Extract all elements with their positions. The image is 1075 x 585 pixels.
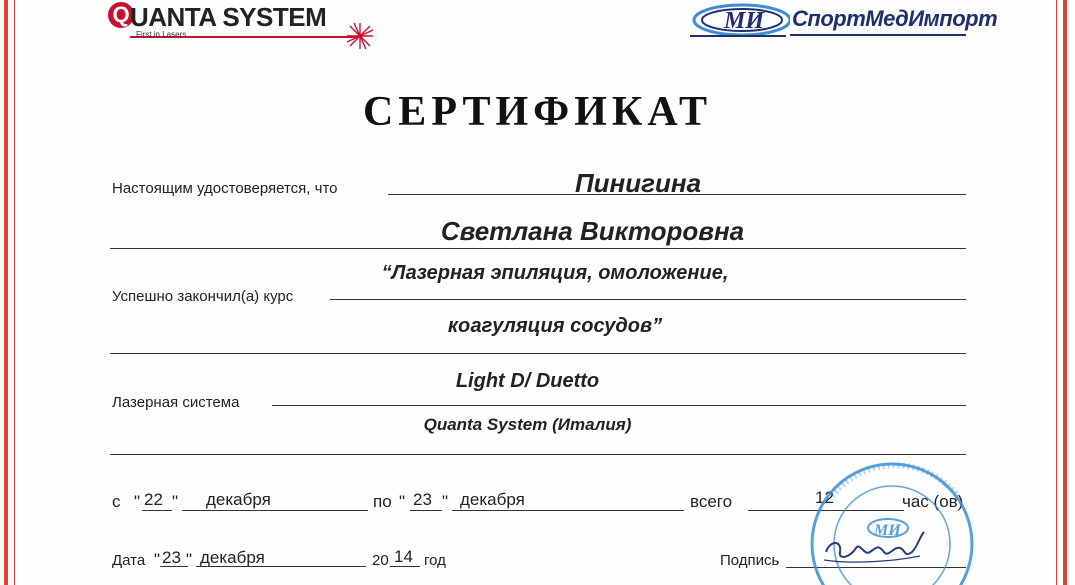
certify-label: Настоящим удостоверяется, что [112, 180, 338, 197]
from-quote-open: " [134, 492, 141, 511]
from-day-underline [142, 510, 172, 511]
date-day-underline [160, 566, 188, 567]
to-quote-open: " [399, 492, 406, 511]
quanta-system-logo [108, 0, 378, 50]
signature-scribble [820, 522, 930, 572]
date-quote-close: " [186, 550, 193, 569]
from-month-underline [182, 510, 368, 511]
surname-value: Пинигина [574, 168, 702, 198]
date-quote-open: " [154, 550, 161, 569]
to-day-underline [410, 510, 442, 511]
course-line-2: коагуляция сосудов” [447, 315, 663, 337]
date-year-value: 14 [394, 547, 413, 566]
logo-right-brand-text: СпортМедИмпорт [792, 6, 998, 31]
system-underline-1 [272, 405, 966, 406]
system-label: Лазерная система [112, 394, 240, 411]
given-names-value: Светлана Викторовна [440, 216, 745, 246]
course-underline-2 [110, 353, 966, 354]
date-month-value: декабря [200, 548, 265, 567]
logo-tagline: First in Lasers [136, 30, 187, 39]
to-day-value: 23 [413, 490, 432, 509]
to-month-value: декабря [460, 490, 525, 509]
logo-q-mark: Q [108, 2, 134, 28]
date-year-prefix: 20 [372, 552, 389, 569]
certificate-title: СЕРТИФИКАТ [362, 89, 713, 135]
hours-label: час (ов) [902, 492, 964, 511]
mi-swirl-icon [686, 0, 790, 44]
course-line-1: “Лазерная эпиляция, омоложение, [381, 262, 729, 284]
svg-text:МИ: МИ [874, 522, 901, 539]
svg-text:МИ: МИ [724, 8, 765, 34]
logo-brand-text: UANTA SYSTEM [130, 2, 327, 32]
sportmedimport-logo [686, 0, 998, 44]
from-quote-close: " [172, 492, 179, 511]
logo-right-underline [790, 34, 966, 36]
to-quote-close: " [442, 492, 449, 511]
signature-label: Подпись [720, 552, 780, 569]
date-label: Дата [112, 552, 146, 569]
total-label: всего [690, 492, 733, 511]
date-year-label: год [424, 552, 446, 569]
course-label: Успешно закончил(а) курс [112, 288, 294, 305]
from-day-value: 22 [144, 490, 163, 509]
course-underline-1 [330, 299, 966, 300]
to-month-underline [452, 510, 684, 511]
system-maker-value: Quanta System (Италия) [423, 415, 632, 434]
hours-value: 12 [815, 488, 834, 507]
date-day-value: 23 [162, 548, 181, 567]
system-underline-2 [110, 454, 966, 455]
date-month-underline [196, 566, 366, 567]
from-month-value: декабря [206, 490, 271, 509]
date-year-underline [390, 566, 420, 567]
from-label: с [112, 492, 121, 511]
given-names-underline [110, 248, 966, 249]
to-label: по [373, 492, 392, 511]
system-name-value: Light D/ Duetto [455, 370, 600, 392]
laser-spark-icon [346, 22, 374, 50]
